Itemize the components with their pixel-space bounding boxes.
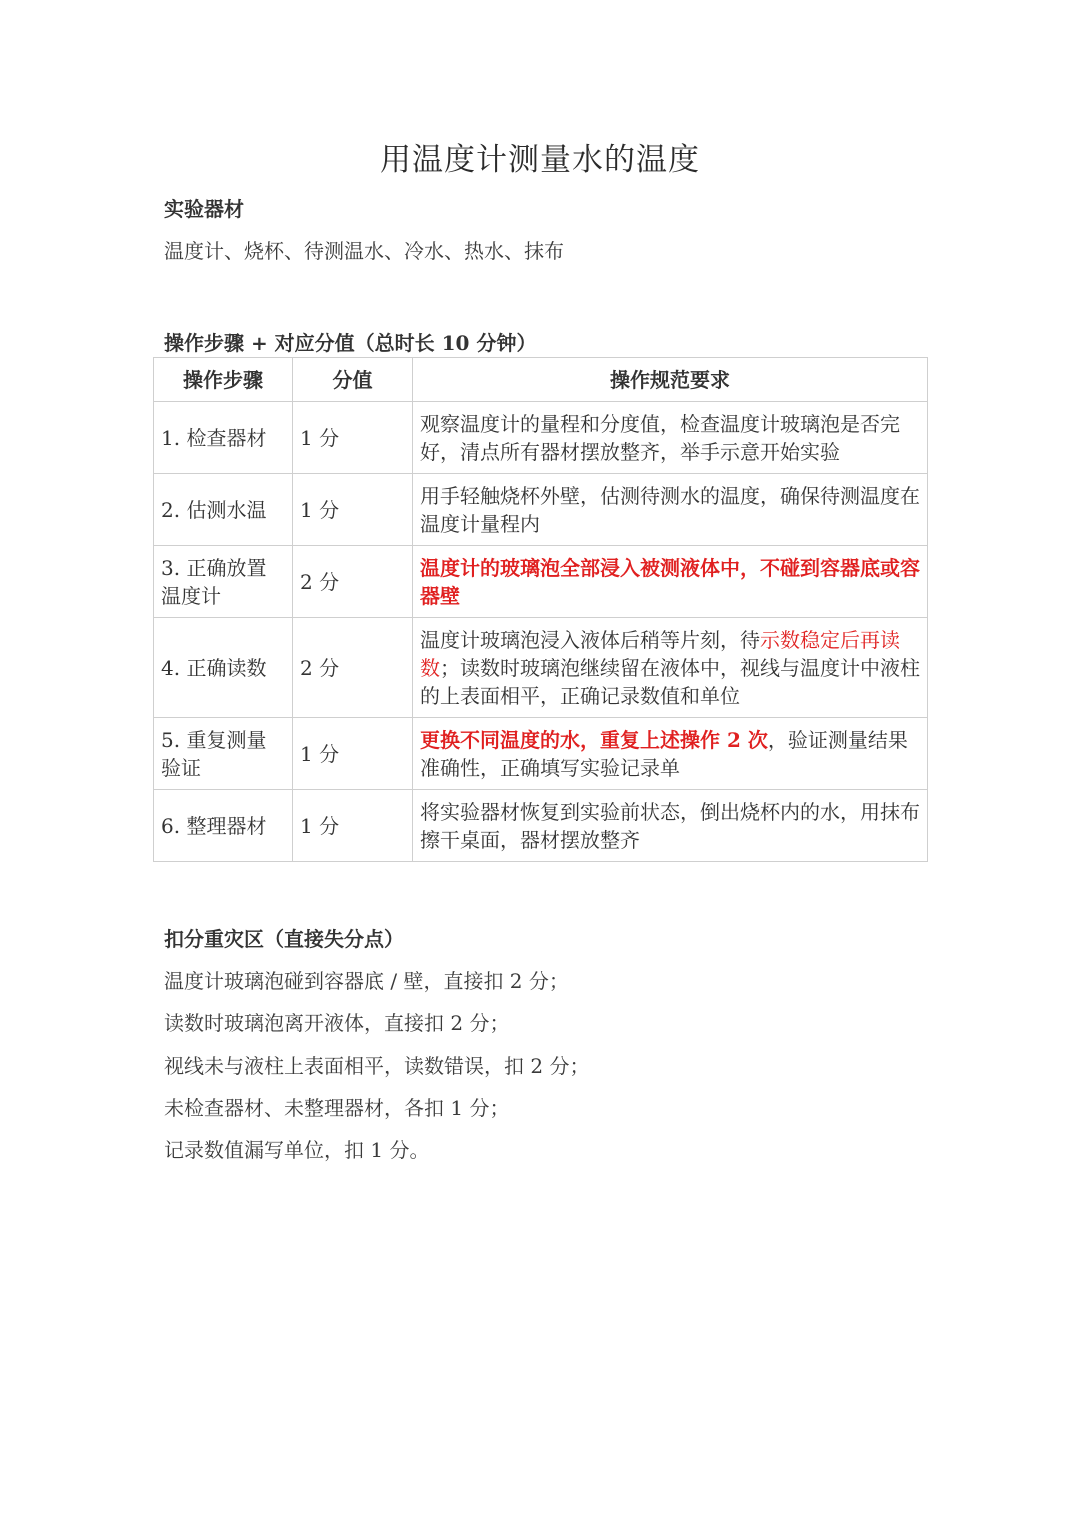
deduction-item: 未检查器材、未整理器材，各扣 1 分； <box>164 1096 510 1120</box>
requirement-cell <box>413 546 928 618</box>
steps-heading: 操作步骤 + 对应分值（总时长 10 分钟） <box>164 331 537 355</box>
score-cell: 2 分 <box>293 618 413 718</box>
table-header-row <box>154 358 928 402</box>
score-cell: 2 分 <box>293 546 413 618</box>
requirement-cell <box>413 618 928 718</box>
deduction-item: 温度计玻璃泡碰到容器底 / 壁，直接扣 2 分； <box>164 969 569 993</box>
requirement-text: 观察温度计的量程和分度值，检查温度计玻璃泡是否完好，清点所有器材摆放整齐，举手示意开始实验 <box>420 411 900 464</box>
header-step: 操作步骤 <box>154 358 293 402</box>
requirement-cell <box>413 718 928 790</box>
page-title: 用温度计测量水的温度 <box>380 142 700 178</box>
score-cell: 1 分 <box>293 402 413 474</box>
table-row <box>154 474 928 546</box>
requirement-cell <box>413 402 928 474</box>
step-cell: 5. 重复测量验证 <box>154 718 293 790</box>
deductions-heading: 扣分重灾区（直接失分点） <box>164 927 404 951</box>
requirement-emphasis-text: 示数稳定后再读数 <box>420 627 900 680</box>
materials-heading: 实验器材 <box>164 197 244 221</box>
requirement-cell <box>413 474 928 546</box>
header-score: 分值 <box>293 358 413 402</box>
step-cell: 1. 检查器材 <box>154 402 293 474</box>
table-row <box>154 718 928 790</box>
step-cell: 4. 正确读数 <box>154 618 293 718</box>
materials-text: 温度计、烧杯、待测温水、冷水、热水、抹布 <box>164 239 564 263</box>
step-cell: 3. 正确放置温度计 <box>154 546 293 618</box>
requirement-emphasis-text: 更换不同温度的水，重复上述操作 2 次 <box>420 727 768 752</box>
score-cell: 1 分 <box>293 790 413 862</box>
requirement-text: 用手轻触烧杯外壁，估测待测水的温度，确保待测温度在温度计量程内 <box>420 483 920 536</box>
deduction-item: 记录数值漏写单位，扣 1 分。 <box>164 1138 430 1162</box>
requirement-text: 温度计玻璃泡浸入液体后稍等片刻，待 <box>420 627 760 652</box>
deduction-item: 视线未与液柱上表面相平，读数错误，扣 2 分； <box>164 1054 590 1078</box>
requirement-cell <box>413 790 928 862</box>
step-cell: 6. 整理器材 <box>154 790 293 862</box>
score-cell: 1 分 <box>293 718 413 790</box>
table-row <box>154 790 928 862</box>
header-requirement: 操作规范要求 <box>413 358 928 402</box>
score-cell: 1 分 <box>293 474 413 546</box>
table-row <box>154 618 928 718</box>
requirement-text: ，验证测量结果准确性，正确填写实验记录单 <box>420 727 908 780</box>
table-row <box>154 402 928 474</box>
requirement-emphasis-text: 温度计的玻璃泡全部浸入被测液体中，不碰到容器底或容器壁 <box>420 555 920 608</box>
deduction-item: 读数时玻璃泡离开液体，直接扣 2 分； <box>164 1011 510 1035</box>
table-row <box>154 546 928 618</box>
requirement-text: 将实验器材恢复到实验前状态，倒出烧杯内的水，用抹布擦干桌面，器材摆放整齐 <box>420 799 920 852</box>
requirement-text: ；读数时玻璃泡继续留在液体中，视线与温度计中液柱的上表面相平，正确记录数值和单位 <box>420 655 920 708</box>
step-cell: 2. 估测水温 <box>154 474 293 546</box>
steps-table <box>153 357 928 862</box>
